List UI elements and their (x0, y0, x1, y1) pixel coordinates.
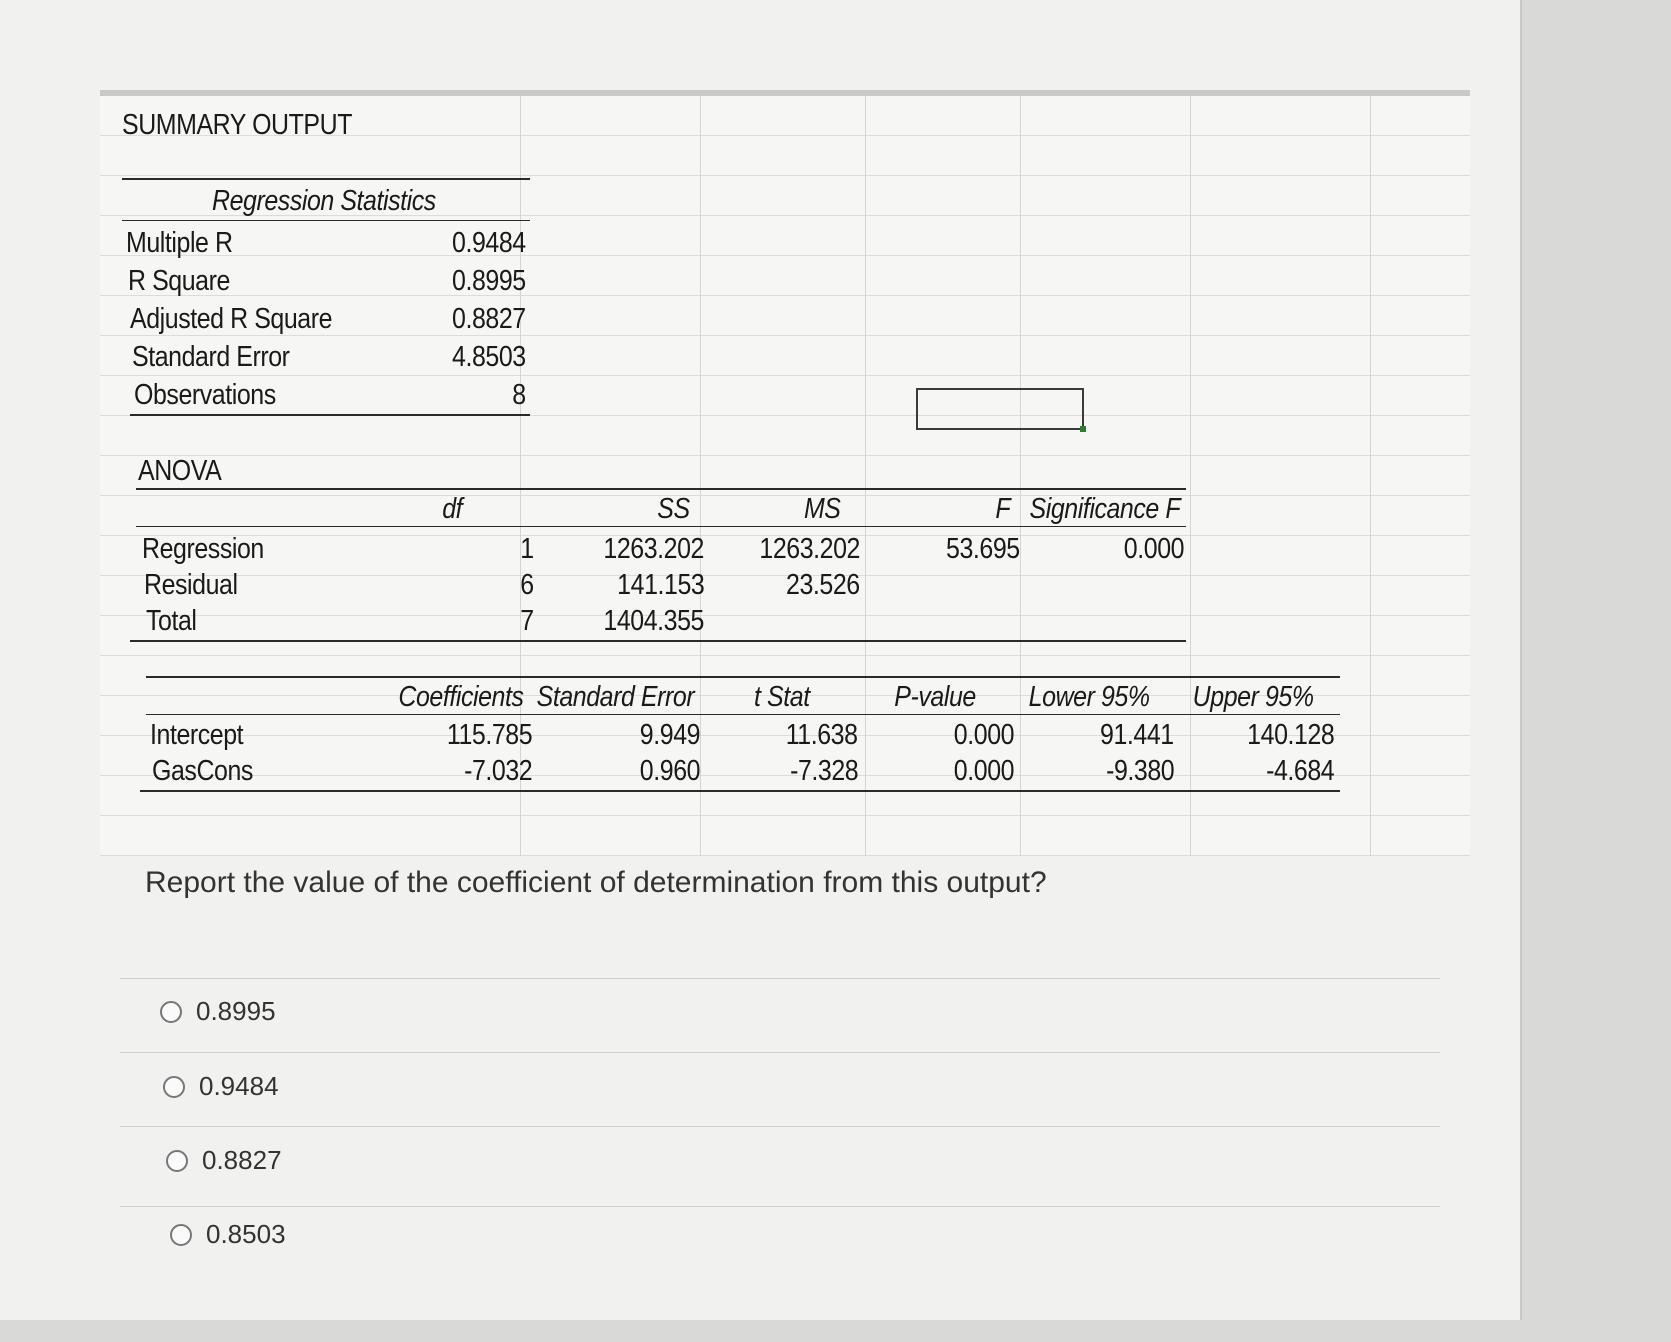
coef-lower-95: -9.380 (1105, 755, 1174, 787)
summary-title: SUMMARY OUTPUT (122, 109, 353, 141)
anova-df: 7 (520, 605, 534, 637)
coef-header-upper-95: Upper 95% (1193, 681, 1314, 713)
anova-significance-f: 0.000 (1123, 533, 1184, 565)
spreadsheet-output (100, 90, 1470, 856)
coef-upper-95: -4.684 (1265, 755, 1334, 787)
anova-df: 6 (520, 569, 534, 601)
coef-header-p-value: P-value (894, 681, 976, 713)
anova-title: ANOVA (138, 455, 222, 487)
anova-row-label: Total (146, 605, 197, 637)
anova-row-label: Regression (142, 533, 264, 565)
stat-value: 0.8827 (452, 303, 526, 335)
stat-label: Standard Error (132, 341, 290, 373)
anova-ms: 1263.202 (759, 533, 860, 565)
selected-cell[interactable] (916, 388, 1084, 430)
coef-value: -7.032 (463, 755, 532, 787)
answer-option-3[interactable] (166, 1145, 282, 1176)
anova-header-f: F (995, 493, 1010, 525)
regression-statistics-heading: Regression Statistics (212, 185, 436, 217)
coef-lower-95: 91.441 (1100, 719, 1174, 751)
anova-ss: 1404.355 (603, 605, 704, 637)
answer-option-1[interactable] (160, 996, 276, 1027)
anova-header-significance-f: Significance F (1029, 493, 1180, 525)
option-label: 0.9484 (199, 1071, 279, 1101)
anova-ss: 141.153 (616, 569, 704, 601)
option-label: 0.8827 (202, 1145, 282, 1175)
coef-standard-error: 0.960 (639, 755, 700, 787)
radio-icon[interactable] (170, 1224, 192, 1246)
anova-header-ms: MS (803, 493, 840, 525)
anova-ms: 23.526 (786, 569, 860, 601)
question-text: Report the value of the coefficient of determination from this output? (145, 866, 1047, 899)
anova-header-ss: SS (657, 493, 690, 525)
stat-label: Observations (134, 379, 276, 411)
coef-upper-95: 140.128 (1246, 719, 1334, 751)
coef-header-coefficients: Coefficients (398, 681, 524, 713)
stat-label: Multiple R (126, 227, 233, 259)
coef-t-stat: 11.638 (786, 719, 858, 751)
coef-row-label: Intercept (150, 719, 244, 751)
answer-option-2[interactable] (163, 1071, 279, 1102)
stat-value: 8 (512, 379, 526, 411)
coef-header-t-stat: t Stat (754, 681, 810, 713)
coef-value: 115.785 (446, 719, 532, 751)
radio-icon[interactable] (163, 1076, 185, 1098)
anova-f: 53.695 (946, 533, 1020, 565)
stat-label: Adjusted R Square (130, 303, 333, 335)
coef-header-lower-95: Lower 95% (1029, 681, 1150, 713)
stat-label: R Square (128, 265, 230, 297)
coef-header-standard-error: Standard Error (536, 681, 694, 713)
answer-option-4[interactable] (170, 1219, 286, 1250)
coef-p-value: 0.000 (953, 755, 1014, 787)
coef-standard-error: 9.949 (639, 719, 700, 751)
stat-value: 0.8995 (452, 265, 526, 297)
stat-value: 4.8503 (452, 341, 526, 373)
coef-p-value: 0.000 (953, 719, 1014, 751)
anova-ss: 1263.202 (603, 533, 704, 565)
coef-t-stat: -7.328 (789, 755, 858, 787)
option-label: 0.8995 (196, 996, 276, 1026)
option-label: 0.8503 (206, 1219, 286, 1249)
coef-row-label: GasCons (152, 755, 253, 787)
radio-icon[interactable] (166, 1150, 188, 1172)
anova-row-label: Residual (144, 569, 238, 601)
anova-df: 1 (520, 533, 534, 565)
anova-header-df: df (442, 493, 462, 525)
radio-icon[interactable] (160, 1001, 182, 1023)
stat-value: 0.9484 (452, 227, 526, 259)
